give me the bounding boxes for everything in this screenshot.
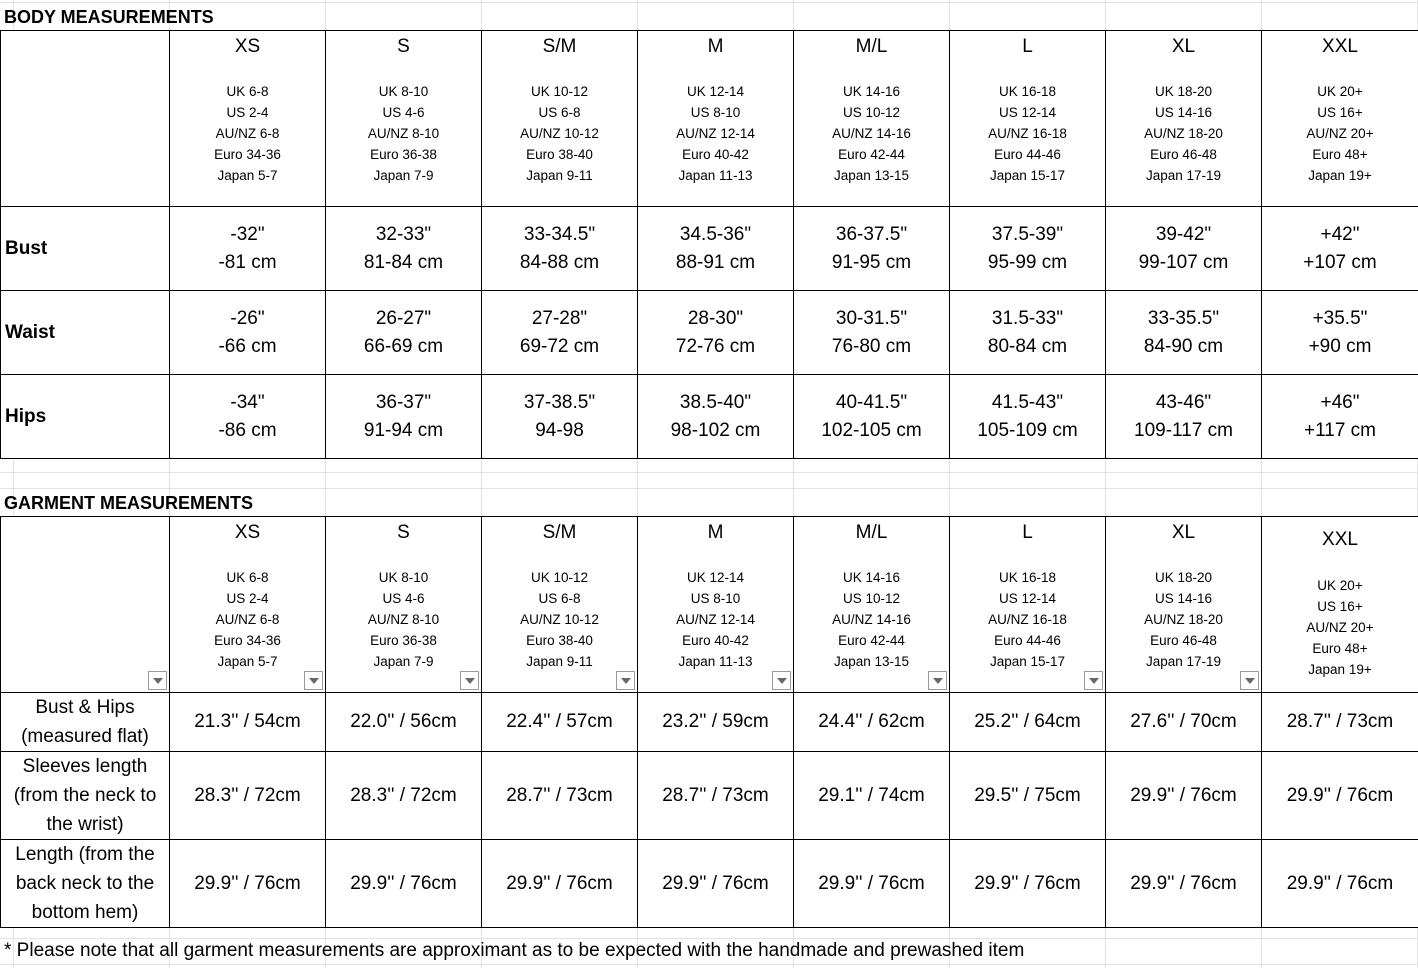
size-code: XL — [1171, 522, 1196, 543]
garment-row — [1, 752, 1418, 840]
measurement-cell — [1106, 375, 1262, 459]
size-conversion-au: AU/NZ 14-16 — [832, 612, 911, 627]
size-conversion-au: AU/NZ 20+ — [1306, 620, 1374, 635]
measurement-inches: 40-41.5" — [835, 391, 908, 413]
row-label: Waist — [1, 291, 170, 375]
size-conversion-uk: UK 6-8 — [226, 570, 269, 585]
measurement-cell: 28.7'' / 73cm — [638, 752, 794, 840]
measurement-inches: +42" — [1320, 223, 1360, 245]
size-conversion-japan: Japan 15-17 — [989, 168, 1066, 183]
size-conversion-euro: Euro 46-48 — [1150, 147, 1217, 162]
measurement-cell — [482, 375, 638, 459]
size-conversion-uk: UK 16-18 — [998, 570, 1057, 585]
body-row-hips — [1, 375, 1418, 459]
filter-dropdown-icon[interactable] — [928, 671, 947, 690]
size-conversion-us: US 14-16 — [1154, 105, 1213, 120]
measurement-cell — [326, 207, 482, 291]
size-conversion-japan: Japan 13-15 — [833, 654, 910, 669]
size-conversion-uk: UK 8-10 — [378, 570, 429, 585]
size-conversion-uk: UK 12-14 — [686, 570, 745, 585]
size-header-content — [326, 517, 481, 672]
measurement-inches: +35.5" — [1312, 307, 1368, 329]
body-size-header-m-l — [794, 31, 950, 207]
measurement-cell: 28.7'' / 73cm — [1262, 693, 1418, 752]
row-label-line: bottom hem) — [31, 902, 139, 923]
body-size-header-row — [1, 31, 1418, 207]
measurement-inches: -34" — [230, 391, 265, 413]
size-conversion-euro: Euro 44-46 — [994, 633, 1061, 648]
measurement-cm: +107 cm — [1303, 251, 1377, 273]
measurement-inches: 34.5-36" — [679, 223, 752, 245]
measurement-cm: 81-84 cm — [363, 251, 444, 273]
size-code: S/M — [542, 522, 577, 543]
measurement-cell: 27.6'' / 70cm — [1106, 693, 1262, 752]
measurement-cell — [794, 291, 950, 375]
size-conversion-uk: UK 10-12 — [530, 84, 589, 99]
measurement-cell: 21.3'' / 54cm — [170, 693, 326, 752]
size-header-content — [638, 31, 793, 186]
size-conversion-us: US 6-8 — [538, 591, 581, 606]
measurement-cell — [170, 375, 326, 459]
garment-row — [1, 693, 1418, 752]
measurement-inches: 31.5-33" — [991, 307, 1064, 329]
measurement-cell — [950, 291, 1106, 375]
measurement-cell — [1262, 375, 1418, 459]
row-label — [1, 840, 170, 928]
size-conversion-japan: Japan 17-19 — [1145, 168, 1222, 183]
size-code: M — [707, 522, 724, 543]
measurement-cell: 28.3'' / 72cm — [326, 752, 482, 840]
size-conversion-japan: Japan 9-11 — [526, 654, 593, 669]
measurement-cm: -81 cm — [218, 251, 277, 273]
size-conversion-au: AU/NZ 6-8 — [215, 126, 280, 141]
size-conversion-au: AU/NZ 16-18 — [988, 126, 1067, 141]
measurement-inches: 39-42" — [1155, 223, 1212, 245]
size-code: S — [397, 522, 410, 543]
size-conversion-au: AU/NZ 8-10 — [367, 126, 440, 141]
measurement-cell: 29.1'' / 74cm — [794, 752, 950, 840]
measurement-cell: 29.9'' / 76cm — [1262, 752, 1418, 840]
measurement-cm: 91-95 cm — [831, 251, 912, 273]
garment-size-header-xl — [1106, 517, 1262, 693]
filter-dropdown-icon[interactable] — [616, 671, 635, 690]
size-code: XS — [234, 522, 261, 543]
size-code: L — [1022, 522, 1033, 543]
size-conversion-au: AU/NZ 12-14 — [676, 612, 755, 627]
size-header-content — [794, 517, 949, 672]
size-conversion-us: US 2-4 — [226, 591, 269, 606]
measurement-cm: 91-94 cm — [363, 419, 444, 441]
filter-dropdown-icon[interactable] — [304, 671, 323, 690]
measurement-cm: +90 cm — [1308, 335, 1372, 357]
measurement-cell: 28.3'' / 72cm — [170, 752, 326, 840]
measurement-cm: 69-72 cm — [519, 335, 600, 357]
size-conversion-uk: UK 18-20 — [1154, 84, 1213, 99]
size-conversion-us: US 10-12 — [842, 591, 901, 606]
measurement-cell — [638, 375, 794, 459]
row-label: Bust — [1, 207, 170, 291]
garment-size-header-s — [326, 517, 482, 693]
size-code: XXL — [1322, 529, 1358, 550]
measurement-cell — [482, 207, 638, 291]
measurement-cell — [170, 207, 326, 291]
measurement-cm: 66-69 cm — [363, 335, 444, 357]
size-code: XL — [1171, 36, 1196, 57]
measurement-cell: 23.2'' / 59cm — [638, 693, 794, 752]
measurement-inches: 37-38.5" — [523, 391, 596, 413]
body-size-header-xs — [170, 31, 326, 207]
size-conversion-euro: Euro 40-42 — [682, 147, 749, 162]
body-measurements-table — [0, 30, 1418, 459]
size-conversion-au: AU/NZ 10-12 — [520, 126, 599, 141]
measurement-inches: 27-28" — [531, 307, 588, 329]
measurement-cell: 25.2'' / 64cm — [950, 693, 1106, 752]
garment-measurements-title: GARMENT MEASUREMENTS — [4, 493, 254, 513]
size-code: S — [397, 36, 410, 57]
size-header-content — [950, 517, 1105, 672]
measurement-cell: 29.9'' / 76cm — [170, 840, 326, 928]
size-conversion-euro: Euro 36-38 — [370, 633, 437, 648]
size-conversion-uk: UK 20+ — [1317, 84, 1363, 99]
measurement-cell — [638, 207, 794, 291]
size-conversion-japan: Japan 7-9 — [373, 654, 434, 669]
size-conversion-uk: UK 6-8 — [226, 84, 269, 99]
size-conversion-japan: Japan 5-7 — [217, 168, 278, 183]
measurement-inches: 32-33" — [375, 223, 432, 245]
body-size-header-s — [326, 31, 482, 207]
size-conversion-euro: Euro 42-44 — [838, 633, 905, 648]
size-header-content — [1106, 517, 1261, 672]
measurement-cell — [326, 375, 482, 459]
measurement-cell — [482, 291, 638, 375]
row-label: Hips — [1, 375, 170, 459]
row-label-line: back neck to the — [15, 873, 155, 894]
measurement-cell — [950, 375, 1106, 459]
size-code: XS — [234, 36, 261, 57]
measurement-cell — [794, 207, 950, 291]
size-header-content — [170, 31, 325, 186]
measurement-cell: 22.0'' / 56cm — [326, 693, 482, 752]
size-conversion-us: US 8-10 — [690, 591, 741, 606]
measurement-cm: 80-84 cm — [987, 335, 1068, 357]
body-size-header-l — [950, 31, 1106, 207]
measurement-cm: 98-102 cm — [670, 419, 761, 441]
measurement-cell — [1262, 291, 1418, 375]
garment-size-header-l — [950, 517, 1106, 693]
measurement-cm: 84-88 cm — [519, 251, 600, 273]
body-measurements-title: BODY MEASUREMENTS — [4, 7, 214, 27]
measurement-cm: +117 cm — [1304, 419, 1376, 441]
measurement-inches: 26-27" — [375, 307, 432, 329]
measurement-inches: -26" — [230, 307, 265, 329]
measurement-cm: -66 cm — [218, 335, 277, 357]
row-label-line: Length (from the — [15, 844, 155, 865]
size-code: M/L — [855, 522, 888, 543]
size-conversion-us: US 12-14 — [998, 591, 1057, 606]
size-conversion-au: AU/NZ 10-12 — [520, 612, 599, 627]
size-conversion-au: AU/NZ 18-20 — [1144, 612, 1223, 627]
size-conversion-us: US 10-12 — [842, 105, 901, 120]
measurement-cell: 29.9'' / 76cm — [1106, 840, 1262, 928]
size-conversion-japan: Japan 19+ — [1308, 662, 1372, 677]
row-label-line: (measured flat) — [21, 726, 149, 747]
filter-dropdown-icon[interactable] — [1084, 671, 1103, 690]
footnote: * Please note that all garment measurements are approximant as to be expected with the handmade and prewashed item — [4, 940, 1025, 961]
size-conversion-au: AU/NZ 20+ — [1306, 126, 1374, 141]
measurement-cell: 24.4'' / 62cm — [794, 693, 950, 752]
measurement-inches: 33-35.5" — [1147, 307, 1220, 329]
size-conversion-uk: UK 8-10 — [378, 84, 429, 99]
body-size-header-xxl — [1262, 31, 1418, 207]
row-label — [1, 752, 170, 840]
size-conversion-japan: Japan 17-19 — [1145, 654, 1222, 669]
measurement-cell — [326, 291, 482, 375]
measurement-cm: 102-105 cm — [821, 419, 922, 441]
row-label-line: (from the neck to — [13, 785, 157, 806]
filter-dropdown-icon[interactable] — [460, 671, 479, 690]
gridline — [0, 964, 1418, 965]
size-conversion-euro: Euro 44-46 — [994, 147, 1061, 162]
gridline — [0, 488, 1418, 489]
size-conversion-japan: Japan 5-7 — [217, 654, 278, 669]
size-conversion-japan: Japan 11-13 — [678, 168, 753, 183]
size-header-content — [170, 517, 325, 672]
size-conversion-uk: UK 10-12 — [530, 570, 589, 585]
measurement-cm: 109-117 cm — [1134, 419, 1233, 441]
measurement-cell — [1106, 207, 1262, 291]
size-conversion-uk: UK 14-16 — [842, 570, 901, 585]
garment-size-header-m-l — [794, 517, 950, 693]
size-conversion-euro: Euro 36-38 — [370, 147, 437, 162]
size-conversion-au: AU/NZ 18-20 — [1144, 126, 1223, 141]
size-header-content — [1262, 31, 1418, 186]
size-conversion-us: US 4-6 — [382, 105, 425, 120]
garment-size-header-row — [1, 517, 1418, 693]
measurement-inches: 41.5-43" — [991, 391, 1064, 413]
size-conversion-uk: UK 20+ — [1317, 578, 1363, 593]
size-header-content — [950, 31, 1105, 186]
measurement-cell: 22.4'' / 57cm — [482, 693, 638, 752]
body-corner-cell — [1, 31, 170, 207]
size-conversion-uk: UK 12-14 — [686, 84, 745, 99]
measurement-cm: 95-99 cm — [987, 251, 1068, 273]
measurement-inches: 38.5-40" — [679, 391, 752, 413]
measurement-cell: 29.9'' / 76cm — [638, 840, 794, 928]
size-header-content — [482, 31, 637, 186]
measurement-cell — [170, 291, 326, 375]
garment-corner-cell — [1, 517, 170, 693]
size-conversion-japan: Japan 19+ — [1308, 168, 1372, 183]
garment-size-header-m — [638, 517, 794, 693]
row-label — [1, 693, 170, 752]
size-conversion-uk: UK 14-16 — [842, 84, 901, 99]
measurement-cell — [794, 375, 950, 459]
size-conversion-euro: Euro 42-44 — [838, 147, 905, 162]
measurement-cell: 29.9'' / 76cm — [950, 840, 1106, 928]
measurement-inches: 37.5-39" — [991, 223, 1064, 245]
size-conversion-au: AU/NZ 14-16 — [832, 126, 911, 141]
gridline — [0, 472, 1418, 473]
size-code: M/L — [855, 36, 888, 57]
measurement-cell — [1106, 291, 1262, 375]
measurement-cm: 94-98 — [535, 419, 584, 441]
measurement-cell — [950, 207, 1106, 291]
size-conversion-us: US 2-4 — [226, 105, 269, 120]
size-code: XXL — [1322, 36, 1358, 57]
garment-row — [1, 840, 1418, 928]
measurement-inches: 43-46" — [1155, 391, 1212, 413]
measurement-cm: 76-80 cm — [831, 335, 912, 357]
garment-measurements-table — [0, 516, 1418, 928]
size-conversion-uk: UK 16-18 — [998, 84, 1057, 99]
size-header-content — [638, 517, 793, 672]
size-conversion-euro: Euro 34-36 — [214, 147, 281, 162]
measurement-inches: -32" — [230, 223, 265, 245]
measurement-cell — [638, 291, 794, 375]
size-conversion-japan: Japan 7-9 — [373, 168, 434, 183]
body-row-waist — [1, 291, 1418, 375]
measurement-cm: 84-90 cm — [1143, 335, 1224, 357]
measurement-cm: 88-91 cm — [675, 251, 756, 273]
size-header-content — [794, 31, 949, 186]
size-header-content — [482, 517, 637, 672]
size-conversion-japan: Japan 15-17 — [989, 654, 1066, 669]
size-conversion-euro: Euro 48+ — [1312, 147, 1368, 162]
size-header-content — [1106, 31, 1261, 186]
measurement-inches: +46" — [1320, 391, 1360, 413]
size-conversion-euro: Euro 34-36 — [214, 633, 281, 648]
size-conversion-euro: Euro 38-40 — [526, 633, 593, 648]
measurement-cell: 28.7'' / 73cm — [482, 752, 638, 840]
measurement-cell: 29.9'' / 76cm — [1262, 840, 1418, 928]
filter-dropdown-icon[interactable] — [148, 671, 167, 690]
row-label-line: the wrist) — [46, 814, 124, 835]
gridline — [0, 2, 1418, 3]
filter-dropdown-icon[interactable] — [772, 671, 791, 690]
size-conversion-au: AU/NZ 6-8 — [215, 612, 280, 627]
size-conversion-us: US 6-8 — [538, 105, 581, 120]
size-code: M — [707, 36, 724, 57]
size-conversion-euro: Euro 46-48 — [1150, 633, 1217, 648]
garment-size-header-xs — [170, 517, 326, 693]
size-conversion-au: AU/NZ 12-14 — [676, 126, 755, 141]
measurement-cell: 29.9'' / 76cm — [794, 840, 950, 928]
measurement-cm: -86 cm — [218, 419, 277, 441]
measurement-cm: 105-109 cm — [977, 419, 1078, 441]
measurement-inches: 30-31.5" — [835, 307, 908, 329]
measurement-inches: 33-34.5" — [523, 223, 596, 245]
measurement-inches: 36-37" — [375, 391, 432, 413]
measurement-cell: 29.9'' / 76cm — [326, 840, 482, 928]
size-conversion-au: AU/NZ 8-10 — [367, 612, 440, 627]
measurement-cell — [1262, 207, 1418, 291]
size-conversion-us: US 16+ — [1317, 599, 1363, 614]
size-conversion-japan: Japan 13-15 — [833, 168, 910, 183]
measurement-inches: 36-37.5" — [835, 223, 908, 245]
size-conversion-euro: Euro 48+ — [1312, 641, 1368, 656]
measurement-cm: 99-107 cm — [1138, 251, 1229, 273]
size-header-content — [326, 31, 481, 186]
size-conversion-us: US 4-6 — [382, 591, 425, 606]
row-label-line: Sleeves length — [22, 756, 148, 777]
size-conversion-uk: UK 18-20 — [1154, 570, 1213, 585]
garment-size-header-xxl — [1262, 517, 1418, 693]
body-size-header-m — [638, 31, 794, 207]
size-header-content — [1262, 517, 1418, 680]
size-conversion-us: US 12-14 — [998, 105, 1057, 120]
size-conversion-euro: Euro 40-42 — [682, 633, 749, 648]
body-size-header-s-m — [482, 31, 638, 207]
filter-dropdown-icon[interactable] — [1240, 671, 1259, 690]
garment-size-header-s-m — [482, 517, 638, 693]
size-conversion-euro: Euro 38-40 — [526, 147, 593, 162]
size-conversion-us: US 14-16 — [1154, 591, 1213, 606]
size-conversion-us: US 16+ — [1317, 105, 1363, 120]
size-code: L — [1022, 36, 1033, 57]
size-conversion-japan: Japan 9-11 — [526, 168, 593, 183]
size-conversion-us: US 8-10 — [690, 105, 741, 120]
row-label-line: Bust & Hips — [35, 697, 135, 718]
size-conversion-japan: Japan 11-13 — [678, 654, 753, 669]
measurement-cm: 72-76 cm — [675, 335, 756, 357]
size-code: S/M — [542, 36, 577, 57]
size-conversion-au: AU/NZ 16-18 — [988, 612, 1067, 627]
measurement-inches: 28-30" — [687, 307, 744, 329]
measurement-cell: 29.9'' / 76cm — [1106, 752, 1262, 840]
measurement-cell: 29.9'' / 76cm — [482, 840, 638, 928]
body-row-bust — [1, 207, 1418, 291]
measurement-cell: 29.5'' / 75cm — [950, 752, 1106, 840]
body-size-header-xl — [1106, 31, 1262, 207]
